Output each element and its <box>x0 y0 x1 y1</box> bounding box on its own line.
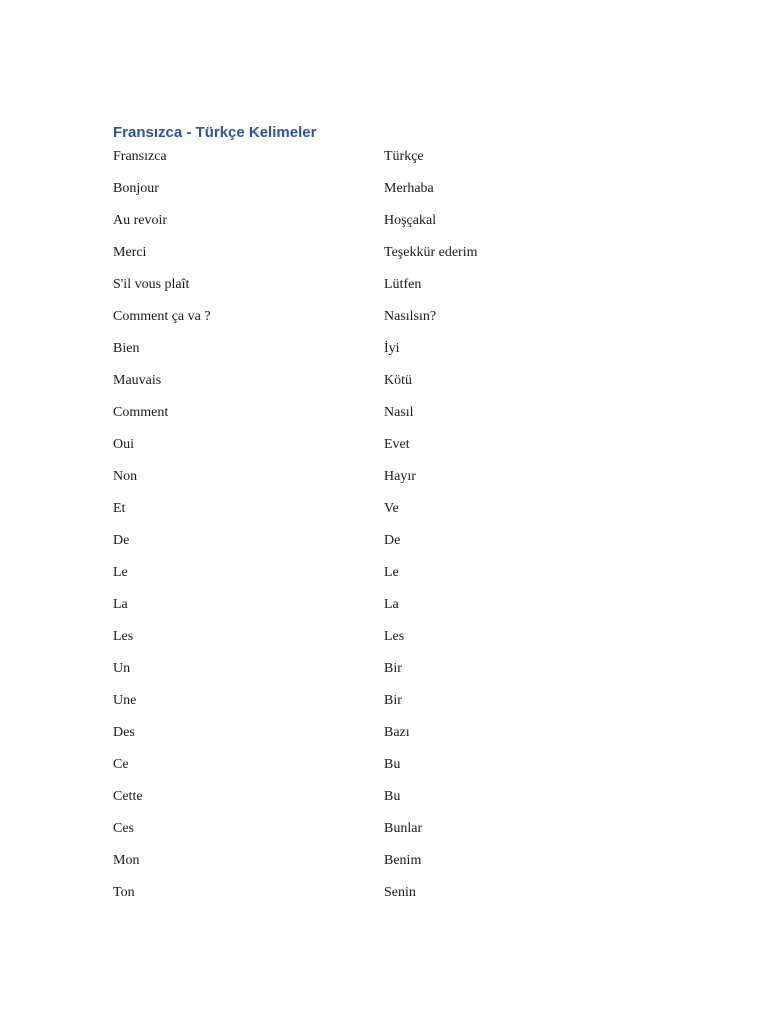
french-word: La <box>113 597 128 612</box>
french-word: Et <box>113 501 126 516</box>
table-row <box>113 308 633 340</box>
turkish-word: Ve <box>384 501 399 516</box>
table-row <box>113 564 633 596</box>
turkish-word: Nasılsın? <box>384 309 437 324</box>
table-row <box>113 788 633 820</box>
french-word: Le <box>113 565 128 580</box>
french-word: Bien <box>113 341 140 356</box>
french-word: S'il vous plaît <box>113 277 190 292</box>
table-row <box>113 532 633 564</box>
vocabulary-table <box>113 148 633 916</box>
turkish-word: La <box>384 597 399 612</box>
turkish-word: Teşekkür ederim <box>384 245 478 260</box>
turkish-word: Merhaba <box>384 181 434 196</box>
table-row <box>113 724 633 756</box>
french-word: Comment ça va ? <box>113 309 211 324</box>
table-row <box>113 596 633 628</box>
french-word: De <box>113 533 130 548</box>
turkish-word: Bunlar <box>384 821 423 836</box>
table-row <box>113 404 633 436</box>
table-row <box>113 884 633 916</box>
french-word: Non <box>113 469 138 484</box>
turkish-word: Benim <box>384 853 422 868</box>
table-row <box>113 628 633 660</box>
turkish-word: İyi <box>384 341 400 356</box>
table-row <box>113 756 633 788</box>
french-word: Ce <box>113 757 129 772</box>
table-row <box>113 692 633 724</box>
turkish-word: Hayır <box>384 469 416 484</box>
french-word: Les <box>113 629 134 644</box>
french-word: Ton <box>113 885 135 900</box>
turkish-word: Bu <box>384 757 401 772</box>
table-row <box>113 852 633 884</box>
turkish-word: Lütfen <box>384 277 422 292</box>
french-word: Mauvais <box>113 373 162 388</box>
turkish-word: Hoşçakal <box>384 213 437 228</box>
header-turkish: Türkçe <box>384 149 424 164</box>
table-row <box>113 436 633 468</box>
turkish-word: Evet <box>384 437 410 452</box>
turkish-word: Kötü <box>384 373 412 388</box>
table-row <box>113 244 633 276</box>
french-word: Des <box>113 725 135 740</box>
turkish-word: Nasıl <box>384 405 414 420</box>
turkish-word: Bazı <box>384 725 410 740</box>
turkish-word: Bir <box>384 693 402 708</box>
french-word: Comment <box>113 405 169 420</box>
french-word: Oui <box>113 437 134 452</box>
table-row <box>113 820 633 852</box>
french-word: Cette <box>113 789 143 804</box>
table-row <box>113 372 633 404</box>
header-french: Fransızca <box>113 149 167 164</box>
turkish-word: De <box>384 533 401 548</box>
turkish-word: Senin <box>384 885 416 900</box>
turkish-word: Bu <box>384 789 401 804</box>
french-word: Bonjour <box>113 181 159 196</box>
french-word: Une <box>113 693 137 708</box>
turkish-word: Bir <box>384 661 402 676</box>
table-header-row <box>113 148 633 180</box>
turkish-word: Les <box>384 629 405 644</box>
table-row <box>113 180 633 212</box>
document-title: Fransızca - Türkçe Kelimeler <box>113 124 317 141</box>
french-word: Merci <box>113 245 147 260</box>
table-row <box>113 212 633 244</box>
table-row <box>113 276 633 308</box>
table-row <box>113 660 633 692</box>
table-row <box>113 468 633 500</box>
french-word: Un <box>113 661 131 676</box>
french-word: Mon <box>113 853 140 868</box>
table-row <box>113 500 633 532</box>
french-word: Ces <box>113 821 134 836</box>
turkish-word: Le <box>384 565 399 580</box>
french-word: Au revoir <box>113 213 168 228</box>
table-row <box>113 340 633 372</box>
